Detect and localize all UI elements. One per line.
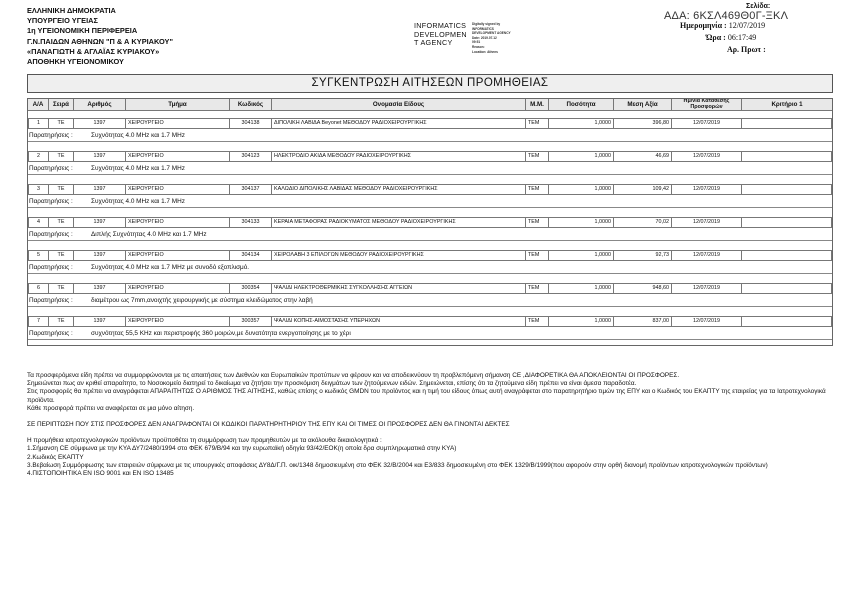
cell-onomasia: ΚΑΛΩΔΙΟ ΔΙΠΟΛΙΚΗΣ ΛΑΒΙΔΑΣ ΜΕΘΟΔΟΥ ΡΑΔΙΟΧΕΙΡΟΥΡΓΙΚΗΣ [272, 184, 526, 195]
signature-detail: Location: Athens [472, 49, 498, 54]
cell-mesi-aksia: 70,02 [614, 217, 672, 228]
cell-mm: ΤΕΜ [526, 217, 549, 228]
table-row [28, 250, 832, 262]
cell-seira: ΤΕ [49, 217, 74, 228]
col-kodikos: Κωδικός [230, 99, 272, 111]
cell-katathesi: 12/07/2019 [672, 250, 742, 261]
cell-mm: ΤΕΜ [526, 316, 549, 327]
cell-mesi-aksia: 396,80 [614, 118, 672, 129]
note-label: Παρατηρήσεις : [29, 264, 73, 271]
cell-kodikos: 300354 [230, 283, 272, 294]
terms-item: 4.ΠΙΣΤΟΠΟΙΗΤΙΚΑ ΕΝ ISO 9001 και ΕΝ ISO 13485 [27, 470, 174, 478]
col-mesi-aksia: Μεση Αξία [614, 99, 672, 111]
signature-line: INFORMATICS [414, 21, 467, 30]
signature-line: DEVELOPMEN [414, 29, 467, 39]
cell-onomasia: ΚΕΡΑΙΑ ΜΕΤΑΦΟΡΑΣ ΡΑΔΙΟΚΥΜΑΤΟΣ ΜΕΘΟΔΟΥ ΡΑΔΙΟΧΕΙΡΟΥΡΓΙΚΗΣ [272, 217, 526, 228]
col-kritirio: Κριτήριο 1 [742, 99, 832, 111]
row-note [28, 329, 832, 340]
cell-kritirio [742, 250, 832, 261]
cell-mesi-aksia: 109,42 [614, 184, 672, 195]
table-row [28, 217, 832, 229]
cell-katathesi: 12/07/2019 [672, 217, 742, 228]
date-line [680, 21, 765, 30]
cell-arithmos: 1397 [74, 250, 126, 261]
cell-seira: ΤΕ [49, 118, 74, 129]
cell-katathesi: 12/07/2019 [672, 184, 742, 195]
cell-mm: ΤΕΜ [526, 184, 549, 195]
cell-aa: 1 [28, 118, 49, 129]
note-text: Διπλής Συχνότητας 4.0 MHz και 1.7 MHz [91, 231, 207, 238]
note-text: διαμέτρου ως 7mm,ανοιχτής χειρουργικής με σύστημα κλειδώματος στην λαβή [91, 297, 313, 304]
signature-detail: 09:51 [472, 40, 481, 45]
cell-mm: ΤΕΜ [526, 151, 549, 162]
terms-item: 2.Κωδικός ΕΚΑΠΤΥ [27, 453, 84, 461]
cell-mesi-aksia: 948,60 [614, 283, 672, 294]
col-arithmos: Αριθμός [74, 99, 126, 111]
row-note [28, 230, 832, 241]
cell-aa: 7 [28, 316, 49, 327]
note-text: Συχνότητας 4.0 MHz και 1.7 MHz [91, 165, 185, 172]
cell-kritirio [742, 217, 832, 228]
cell-katathesi: 12/07/2019 [672, 283, 742, 294]
cell-seira: ΤΕ [49, 184, 74, 195]
row-note [28, 131, 832, 142]
cell-posotita: 1,0000 [549, 217, 614, 228]
cell-tmima: ΧΕΙΡΟΥΡΓΕΙΟ [126, 316, 230, 327]
cell-arithmos: 1397 [74, 283, 126, 294]
note-label: Παρατηρήσεις : [29, 297, 73, 304]
table-row [28, 118, 832, 130]
note-text: Συχνότητας 4.0 MHz και 1.7 MHz με συνοδό εξοπλισμό. [91, 264, 250, 271]
date-label: Ημερομηνία : [680, 21, 727, 30]
protocol-line [727, 45, 766, 54]
terms-paragraph: Στις προσφορές θα πρέπει να αναγράφεται ΑΠΑΡΑΙΤΗΤΩΣ Ο ΑΡΙΘΜΟΣ ΤΗΣ ΑΙΤΗΣΗΣ, καθώς επίσης ο κωδικός GMDN του προϊόντος και η τιμή του είδους όπως αυτή αναγράφεται στο παρατηρητήριο τιμών της ΕΠΥ και ο Κωδικός του ΕΚΑΠΤΥ της εταιρείας για τα Ιατροτεχνολογικά προϊόντα. [27, 388, 826, 404]
terms-warning: ΣΕ ΠΕΡΙΠΤΩΣΗ ΠΟΥ ΣΤΙΣ ΠΡΟΣΦΟΡΕΣ ΔΕΝ ΑΝΑΓΡΑΦΟΝΤΑΙ ΟΙ ΚΩΔΙΚΟΙ ΠΑΡΑΤΗΡΗΤΗΡΙΟΥ ΤΗΣ ΕΠΥ ΚΑΙ ΟΙ ΤΙΜΕΣ ΟΙ ΠΡΟΣΦΟΡΕΣ ΔΕΝ ΘΑ ΓΙΝΟΝΤΑΙ ΔΕΚΤΕΣ [27, 421, 510, 429]
col-katathesi: Ημ/νια Κατάθεσης Προσφορών [672, 99, 742, 111]
terms-paragraph: Σημειώνεται πως αν κριθεί απαραίτητο, το Νοσοκομείο διατηρεί το δικαίωμα να ζητήσει την προσκόμιση δειγμάτων των ζητούμενων ειδών. Σημειώνεται, επίσης ότι τα ζητούμενα είδη πρέπει να είναι άμεσα παραδοτέα. [27, 380, 637, 388]
cell-katathesi: 12/07/2019 [672, 118, 742, 129]
terms-section [27, 372, 827, 478]
note-label: Παρατηρήσεις : [29, 165, 73, 172]
note-label: Παρατηρήσεις : [29, 330, 73, 337]
cell-seira: ΤΕ [49, 250, 74, 261]
signature-detail: Date: 2019.07.12 [472, 35, 497, 40]
cell-tmima: ΧΕΙΡΟΥΡΓΕΙΟ [126, 217, 230, 228]
col-seira: Σειρά [49, 99, 74, 111]
cell-aa: 3 [28, 184, 49, 195]
cell-posotita: 1,0000 [549, 316, 614, 327]
requests-table [27, 98, 833, 346]
cell-kodikos: 304134 [230, 250, 272, 261]
cell-tmima: ΧΕΙΡΟΥΡΓΕΙΟ [126, 250, 230, 261]
row-note [28, 263, 832, 274]
row-note [28, 296, 832, 307]
cell-onomasia: ΨΑΛΙΔΙ ΚΟΠΗΣ-ΑΙΜΟΣΤΑΣΗΣ ΥΠΕΡΗΧΩΝ [272, 316, 526, 327]
cell-arithmos: 1397 [74, 217, 126, 228]
cell-arithmos: 1397 [74, 316, 126, 327]
cell-posotita: 1,0000 [549, 118, 614, 129]
note-text: Συχνότητας 4.0 MHz και 1.7 MHz [91, 132, 185, 139]
cell-onomasia: ΗΛΕΚΤΡΟΔΙΟ ΑΚΙΔΑ ΜΕΘΟΔΟΥ ΡΑΔΙΟΧΕΙΡΟΥΡΓΙΚΗΣ [272, 151, 526, 162]
time-value: 06:17:49 [727, 33, 757, 42]
protocol-label: Αρ. Πρωτ : [727, 45, 766, 54]
terms-paragraph: Τα προσφερόμενα είδη πρέπει να συμμορφώνονται με τις απαιτήσεις των Διεθνών και Ευρωπαϊκών προτύπων να φέρουν και να αποδεικνύουν τη προβλεπόμενη σήμανση CE ,ΔΙΑΦΟΡΕΤΙΚΑ ΘΑ ΑΠΟΚΛΕΙΟΝΤΑΙ ΟΙ ΠΡΟΣΦΟΡΕΣ. [27, 372, 680, 379]
cell-seira: ΤΕ [49, 151, 74, 162]
cell-kritirio [742, 316, 832, 327]
org-line: 1η ΥΓΕΙΟΝΟΜΙΚΗ ΠΕΡΙΦΕΡΕΙΑ [27, 26, 138, 36]
signature-detail: DEVELOPMENT AGENCY [472, 31, 511, 36]
cell-kodikos: 300357 [230, 316, 272, 327]
cell-onomasia: ΧΕΙΡΟΛΑΒΗ 3 ΕΠΙΛΟΓΩΝ ΜΕΘΟΔΟΥ ΡΑΔΙΟΧΕΙΡΟΥΡΓΙΚΗΣ [272, 250, 526, 261]
col-posotita: Ποσότητα [549, 99, 614, 111]
cell-seira: ΤΕ [49, 283, 74, 294]
signature-detail: Digitally signed by [472, 22, 501, 26]
cell-tmima: ΧΕΙΡΟΥΡΓΕΙΟ [126, 283, 230, 294]
org-line: «ΠΑΝΑΓΙΩΤΗ & ΑΓΛΑΪΑΣ ΚΥΡΙΑΚΟΥ» [27, 46, 160, 56]
cell-arithmos: 1397 [74, 184, 126, 195]
page-label: Σελίδα: [746, 3, 771, 10]
terms-paragraph: Κάθε προσφορά πρέπει να αναφέρεται σε μια μόνο αίτηση. [27, 404, 195, 412]
signature-detail: INFORMATICS [472, 26, 494, 31]
org-line: ΑΠΟΘΗΚΗ ΥΓΕΙΟΝΟΜΙΚΟΥ [27, 57, 124, 67]
cell-mm: ΤΕΜ [526, 283, 549, 294]
col-aa: Α/Α [28, 99, 49, 111]
note-label: Παρατηρήσεις : [29, 132, 73, 139]
cell-mm: ΤΕΜ [526, 250, 549, 261]
date-value: 12/07/2019 [728, 21, 766, 30]
cell-mesi-aksia: 837,00 [614, 316, 672, 327]
row-note [28, 197, 832, 208]
cell-kodikos: 304138 [230, 118, 272, 129]
cell-kodikos: 304123 [230, 151, 272, 162]
cell-posotita: 1,0000 [549, 283, 614, 294]
table-row [28, 283, 832, 295]
cell-posotita: 1,0000 [549, 151, 614, 162]
col-tmima: Τμήμα [126, 99, 230, 111]
cell-tmima: ΧΕΙΡΟΥΡΓΕΙΟ [126, 184, 230, 195]
terms-paragraph: Η προμήθεια ιατροτεχνολογικών προϊόντων προϋποθέτει τη συμμόρφωση των προμηθευτών με τα ακόλουθα δικαιολογητικά : [27, 437, 382, 445]
ada-code: ΑΔΑ: 6ΚΣΛ469Θ0Γ-ΞΚΛ [664, 10, 789, 22]
cell-katathesi: 12/07/2019 [672, 316, 742, 327]
cell-mm: ΤΕΜ [526, 118, 549, 129]
time-line [706, 33, 756, 42]
cell-posotita: 1,0000 [549, 184, 614, 195]
cell-aa: 2 [28, 151, 49, 162]
org-line: ΥΠΟΥΡΓΕΙΟ ΥΓΕΙΑΣ [27, 16, 98, 26]
organization-header [27, 6, 173, 67]
col-mm: Μ.Μ. [526, 99, 549, 111]
cell-onomasia: ΔΙΠΟΛΙΚΗ ΛΑΒΙΔΑ Beyonet ΜΕΘΟΔΟΥ ΡΑΔΙΟΧΕΙΡΟΥΡΓΙΚΗΣ [272, 118, 526, 129]
note-text: Συχνότητας 4.0 MHz και 1.7 MHz [91, 198, 185, 205]
terms-item: 1.Σήμανση CE σύμφωνα με την ΚΥΑ ΔΥ7/2480/1994 στο ΦΕΚ 679/Β/94 και την ευρωπαϊκή οδηγία 93/42/ΕΟΚ(η οποία δρα συμπληρωματικά στην ΚΥΑ) [27, 445, 457, 453]
table-row [28, 316, 832, 328]
cell-arithmos: 1397 [74, 151, 126, 162]
cell-onomasia: ΨΑΛΙΔΙ ΗΛΕΚΤΡΟΘΕΡΜΙΚΗΣ ΣΥΓΚΟΛΛΗΣΗΣ ΑΓΓΕΙΩΝ [272, 283, 526, 294]
terms-item: 3.Βεβαίωση Συμμόρφωσης των εταιρειών σύμφωνα με τις υπουργικές αποφάσεις ΔΥ8Δ/Γ.Π. οικ/1348 δημοσιευμένη στο ΦΕΚ 32/Β/2004 και Ε3/833 δημοσιευμένη στο ΦΕΚ 1329/Β/1999(που αφορούν στην ορθή διανομή προϊόντων ιατροτεχνολογικών προϊόντων) [27, 461, 768, 469]
cell-tmima: ΧΕΙΡΟΥΡΓΕΙΟ [126, 118, 230, 129]
signature-block [414, 22, 467, 48]
cell-kritirio [742, 118, 832, 129]
cell-seira: ΤΕ [49, 316, 74, 327]
page-title: ΣΥΓΚΕΝΤΡΩΣΗ ΑΙΤΗΣΕΩΝ ΠΡΟΜΗΘΕΙΑΣ [27, 74, 833, 93]
cell-tmima: ΧΕΙΡΟΥΡΓΕΙΟ [126, 151, 230, 162]
org-line: Γ.Ν.ΠΑΙΔΩΝ ΑΘΗΝΩΝ "Π & Α ΚΥΡΙΑΚΟΥ" [27, 36, 173, 46]
cell-kritirio [742, 283, 832, 294]
signature-details [472, 22, 511, 54]
cell-kodikos: 304137 [230, 184, 272, 195]
signature-detail: Reason: [472, 44, 485, 49]
cell-posotita: 1,0000 [549, 250, 614, 261]
table-row [28, 151, 832, 163]
signature-line: T AGENCY [414, 38, 453, 48]
table-row [28, 184, 832, 196]
cell-kritirio [742, 184, 832, 195]
note-label: Παρατηρήσεις : [29, 231, 73, 238]
row-note [28, 164, 832, 175]
cell-mesi-aksia: 92,73 [614, 250, 672, 261]
cell-kodikos: 304133 [230, 217, 272, 228]
time-label: Ώρα : [706, 33, 726, 42]
cell-aa: 4 [28, 217, 49, 228]
cell-katathesi: 12/07/2019 [672, 151, 742, 162]
note-label: Παρατηρήσεις : [29, 198, 73, 205]
note-text: συχνότητας 55,5 KHz και περιστροφής 360 μοιρών,με δυνατότητα ενεργοποίησης με το χέρι [91, 330, 351, 337]
cell-aa: 6 [28, 283, 49, 294]
cell-aa: 5 [28, 250, 49, 261]
org-line: ΕΛΛΗΝΙΚΗ ΔΗΜΟΚΡΑΤΙΑ [27, 6, 116, 15]
cell-kritirio [742, 151, 832, 162]
col-onomasia: Ονομασία Είδους [272, 99, 526, 111]
cell-mesi-aksia: 46,69 [614, 151, 672, 162]
cell-arithmos: 1397 [74, 118, 126, 129]
